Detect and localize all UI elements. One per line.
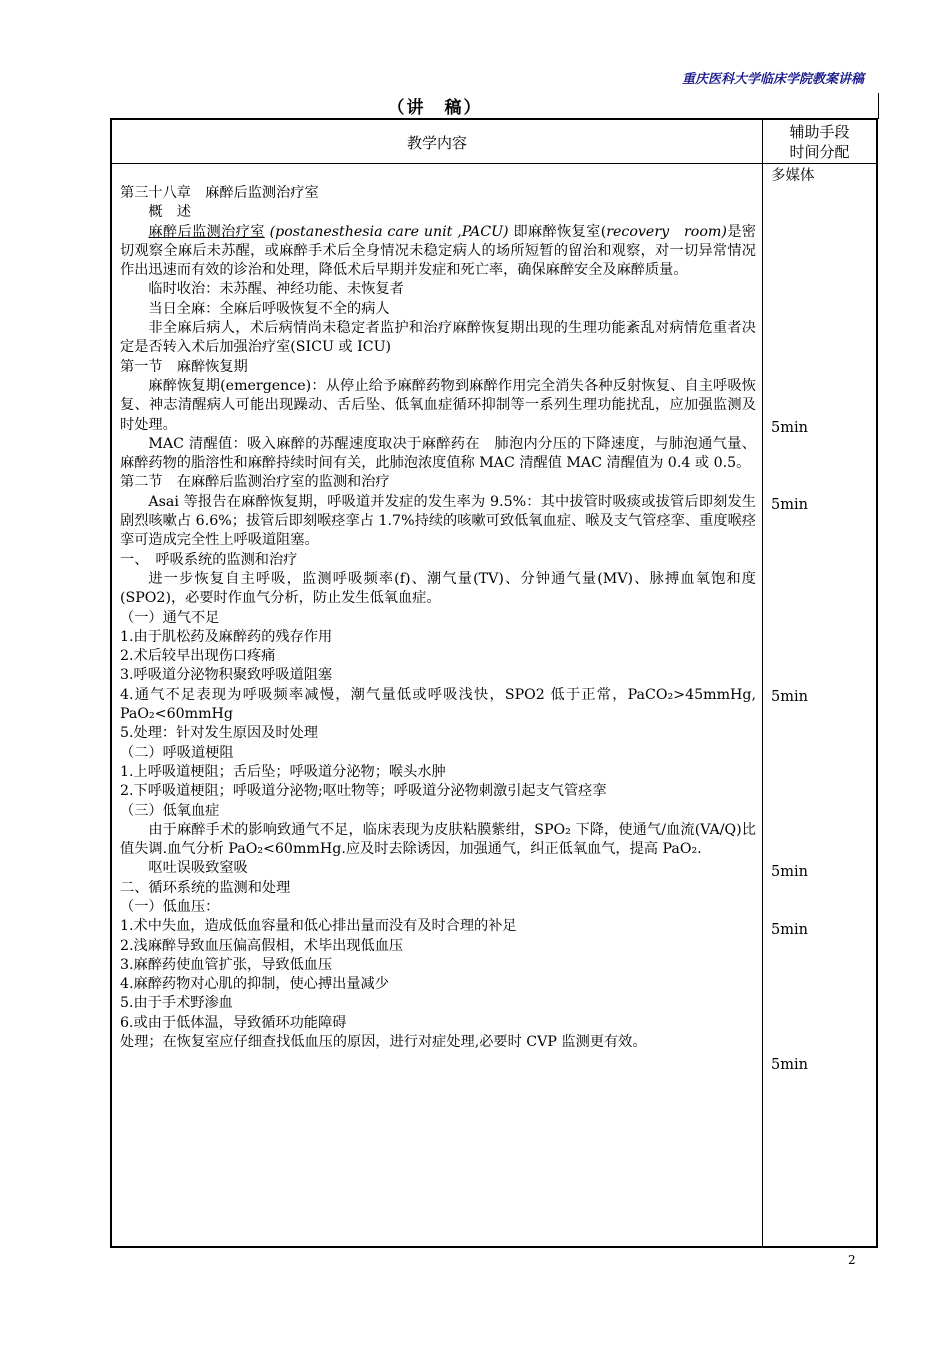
pacu-term: 麻醉后监测治疗室: [148, 223, 265, 240]
part-1-para: 进一步恢复自主呼吸，监测呼吸频率(f)、潮气量(TV)、分钟通气量(MV)、脉搏血氧饱和度(SPO2)，必要时作血气分析，防止发生低氧血症。: [120, 570, 756, 607]
sub-1-item-2: 2.术后较早出现伤口疼痛: [120, 648, 276, 665]
page-number: 2: [848, 1253, 856, 1267]
margin-rule: [878, 93, 879, 119]
sub-2-item-1: 1.上呼吸道梗阻；舌后坠；呼吸道分泌物；喉头水肿: [120, 763, 446, 780]
pacu-definition: [120, 223, 756, 281]
sub-4-item-1: 1.术中失血，造成低血容量和低心排出量而没有及时合理的补足: [120, 918, 517, 935]
sub-4-item-2: 2.浅麻醉导致血压偏高假相，术毕出现低血压: [120, 937, 404, 954]
sub-4-item-6: 6.或由于低体温，导致循环功能障碍: [120, 1014, 347, 1031]
time-note-4: 5min: [771, 864, 808, 880]
pacu-mid: 即麻醉恢复室(: [513, 223, 607, 240]
section-1-title: 第一节 麻醉恢复期: [120, 358, 248, 375]
sub-4-item-3: 3.麻醉药使血管扩张，导致低血压: [120, 956, 333, 973]
sub-2-title: （二）呼吸道梗阻: [120, 744, 234, 761]
section-1-para-2: MAC 清醒值：吸入麻醉的苏醒速度取决于麻醉药在 肺泡内分压的下降速度，与肺泡通气量、麻醉药物的脂溶性和麻醉持续时间有关，此肺泡浓度值称 MAC 清醒值 MAC 清醒值为 0.4 或 0.5。: [120, 435, 756, 472]
aux-header-line1: 辅助手段: [789, 123, 850, 141]
aux-header-line2: 时间分配: [789, 143, 850, 161]
sub-1-item-4: 4.通气不足表现为呼吸频率减慢，潮气量低或呼吸浅快，SPO2 低于正常，PaCO₂>45mmHg, PaO₂<60mmHg: [120, 686, 756, 723]
sub-4-treatment: 处理；在恢复室应仔细查找低血压的原因，进行对症处理,必要时 CVP 监测更有效。: [120, 1034, 647, 1051]
header-divider: [112, 163, 876, 164]
aux-multimedia: 多媒体: [771, 168, 815, 184]
section-1-para-1: 麻醉恢复期(emergence)：从停止给予麻醉药物到麻醉作用完全消失各种反射恢复、自主呼吸恢复、神志清醒病人可能出现躁动、舌后坠、低氧血症循环抑制等一系列生理功能扰乱，应加强监测及时处理。: [120, 377, 756, 433]
sub-1-item-3: 3.呼吸道分泌物积聚致呼吸道阻塞: [120, 667, 333, 684]
sub-3-title: （三）低氧血症: [120, 802, 220, 819]
sub-2-item-2: 2.下呼吸道梗阻；呼吸道分泌物;呕吐物等；呼吸道分泌物刺激引起支气管痉挛: [120, 783, 607, 800]
sub-1-item-1: 1.由于肌松药及麻醉药的残存作用: [120, 628, 333, 645]
document-title: （讲 稿）: [387, 98, 483, 118]
time-note-3: 5min: [771, 689, 808, 705]
institution-header: 重庆医科大学临床学院教案讲稿: [681, 72, 864, 87]
sub-4-item-4: 4.麻醉药物对心肌的抑制，使心搏出量减少: [120, 976, 389, 993]
chapter-title: 第三十八章 麻醉后监测治疗室: [120, 185, 319, 201]
time-note-5: 5min: [771, 922, 808, 938]
part-1-title: 一、 呼吸系统的监测和治疗: [120, 551, 298, 568]
admission-3: 非全麻后病人，术后病情尚未稳定者监护和治疗麻醉恢复期出现的生理功能紊乱对病情危重者决定是否转入术后加强治疗室(SICU 或 ICU): [120, 320, 756, 356]
part-2-title: 二、循环系统的监测和处理: [120, 879, 291, 896]
sub-4-title: （一）低血压：: [120, 898, 220, 915]
time-note-1: 5min: [771, 420, 808, 436]
time-note-6: 5min: [771, 1057, 808, 1073]
admission-2: 当日全麻：全麻后呼吸恢复不全的病人: [148, 300, 390, 317]
sub-1-item-5: 5.处理：针对发生原因及时处理: [120, 725, 318, 742]
sub-1-title: （一）通气不足: [120, 609, 220, 626]
pacu-description: 是密切观察全麻后未苏醒，或麻醉手术后全身情况未稳定病人的场所短暂的留治和观察，对一切异常情况作出迅速而有效的诊治和处理，降低术后早期并发症和死亡率，确保麻醉安全及麻醉质量。: [120, 223, 756, 279]
content-column-header: 教学内容: [406, 134, 467, 152]
overview-heading: 概 述: [148, 204, 191, 221]
time-note-2: 5min: [771, 497, 808, 513]
sub-4-item-5: 5.由于手术野渗血: [120, 995, 233, 1012]
section-2-title: 第二节 在麻醉后监测治疗室的监测和治疗: [120, 474, 390, 491]
column-divider: [762, 120, 763, 1246]
lecture-table: [110, 118, 878, 1248]
admission-1: 临时收治：未苏醒、神经功能、未恢复者: [148, 281, 404, 298]
lecture-content: [120, 184, 756, 1052]
section-2-para-1: Asai 等报告在麻醉恢复期，呼吸道并发症的发生率为 9.5%：其中拔管时吸痰或拔管后即刻发生剧烈咳嗽占 6.6%；拔管后即刻喉痉挛占 1.7%持续的咳嗽可致低氧血症、喉及支气管痉挛、重度喉痉挛可造成完全性上呼吸道阻塞。: [120, 493, 756, 549]
sub-3-para-2: 呕吐误吸致窒吸: [148, 860, 248, 877]
pacu-english-2: recovery room): [606, 223, 727, 240]
pacu-english: (postanesthesia care unit ,PACU): [269, 223, 509, 240]
aux-column-header: [763, 122, 876, 162]
sub-3-para-1: 由于麻醉手术的影响致通气不足，临床表现为皮肤粘膜紫绀，SPO₂ 下降，使通气/血流(VA/Q)比值失调.血气分析 PaO₂<60mmHg.应及时去除诱因，加强通气，纠正低氧血气，提高 PaO₂.: [120, 821, 756, 858]
